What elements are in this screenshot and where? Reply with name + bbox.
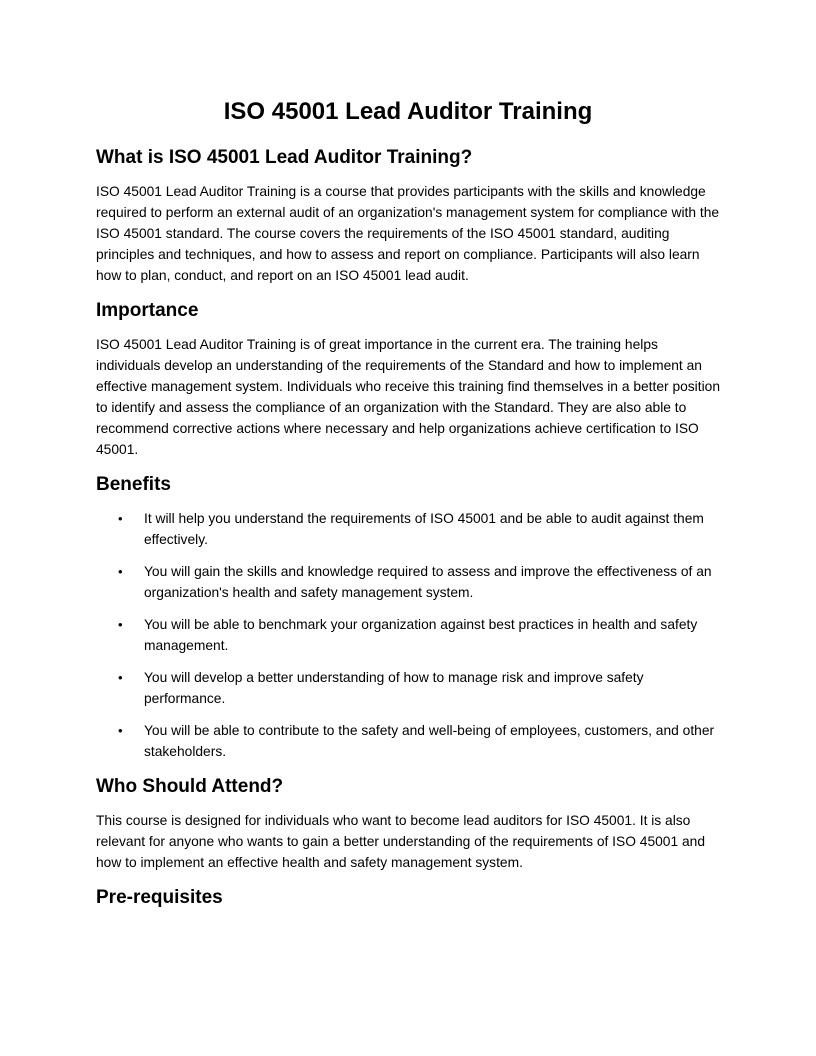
bullet-icon: • bbox=[118, 511, 123, 526]
benefit-text: You will be able to benchmark your organization against best practices in health and safety management. bbox=[144, 617, 698, 653]
benefit-text: You will be able to contribute to the safety and well-being of employees, customers, and other stakeholders. bbox=[144, 723, 715, 759]
list-item bbox=[96, 614, 720, 656]
benefits-list bbox=[96, 508, 720, 762]
paragraph-who-should-attend: This course is designed for individuals who want to become lead auditors for ISO 45001. It is also relevant for anyone who wants to gain a better understanding of the requirements of ISO 45001 and how to implement an effective health and safety management system. bbox=[96, 813, 705, 870]
list-item bbox=[96, 720, 720, 762]
list-item bbox=[96, 667, 720, 709]
heading-benefits: Benefits bbox=[96, 474, 171, 495]
document-page bbox=[96, 96, 720, 911]
list-item bbox=[96, 508, 720, 550]
bullet-icon: • bbox=[118, 617, 123, 632]
benefit-text: You will develop a better understanding of how to manage risk and improve safety performance. bbox=[144, 670, 644, 706]
benefit-text: You will gain the skills and knowledge required to assess and improve the effectiveness of an organization's health and safety management system. bbox=[144, 564, 712, 600]
paragraph-what-is: ISO 45001 Lead Auditor Training is a course that provides participants with the skills and knowledge required to perform an external audit of an organization's management system for compliance with the ISO 45001 standard. The course covers the requirements of the ISO 45001 standard, auditing principles and techniques, and how to assess and report on compliance. Participants will also learn how to plan, conduct, and report on an ISO 45001 lead audit. bbox=[96, 184, 720, 283]
benefit-text: It will help you understand the requirements of ISO 45001 and be able to audit against them effectively. bbox=[144, 511, 704, 547]
paragraph-importance: ISO 45001 Lead Auditor Training is of great importance in the current era. The training helps individuals develop an understanding of the requirements of the Standard and how to implement an effective management system. Individuals who receive this training find themselves in a better position to identify and assess the compliance of an organization with the Standard. They are also able to recommend corrective actions where necessary and help organizations achieve certification to ISO 45001. bbox=[96, 337, 720, 457]
heading-importance: Importance bbox=[96, 300, 199, 321]
heading-prerequisites: Pre-requisites bbox=[96, 887, 223, 908]
bullet-icon: • bbox=[118, 564, 123, 579]
list-item bbox=[96, 561, 720, 603]
heading-what-is: What is ISO 45001 Lead Auditor Training? bbox=[96, 147, 473, 168]
document-title: ISO 45001 Lead Auditor Training bbox=[223, 98, 593, 125]
bullet-icon: • bbox=[118, 670, 123, 685]
bullet-icon: • bbox=[118, 723, 123, 738]
heading-who-should-attend: Who Should Attend? bbox=[96, 776, 284, 797]
